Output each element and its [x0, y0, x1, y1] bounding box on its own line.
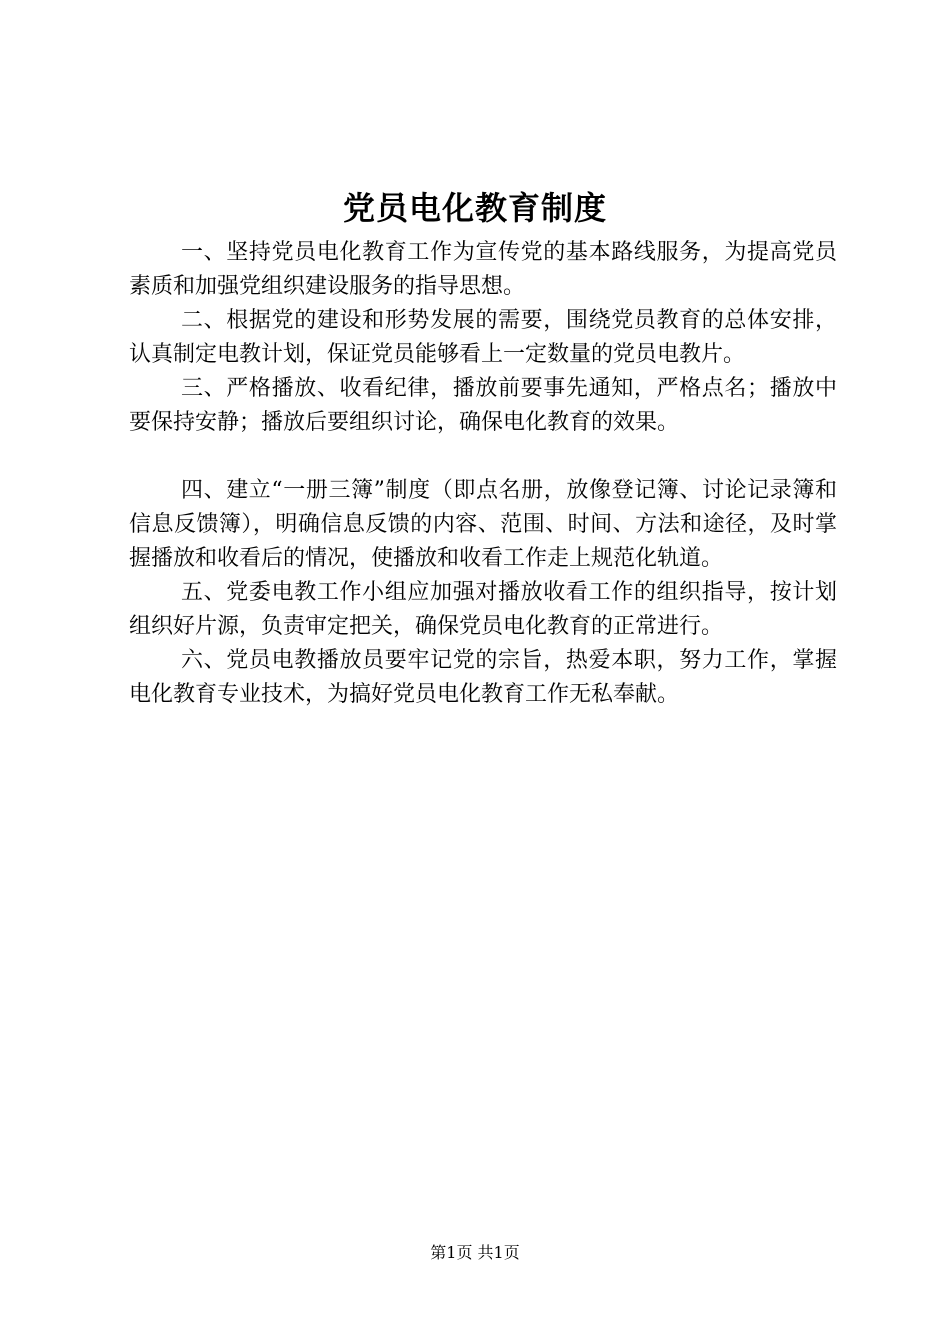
paragraph-6: 六、党员电教播放员要牢记党的宗旨，热爱本职，努力工作，掌握电化教育专业技术，为搞好党员电化教育工作无私奉献。: [129, 648, 837, 707]
document-body: [129, 236, 837, 712]
paragraph-gap: [129, 440, 837, 474]
paragraph-5: 五、党委电教工作小组应加强对播放收看工作的组织指导，按计划组织好片源，负责审定把关，确保党员电化教育的正常进行。: [129, 580, 837, 639]
document-title: 党员电化教育制度: [342, 189, 607, 227]
paragraph-3: 三、严格播放、收看纪律，播放前要事先通知，严格点名；播放中要保持安静；播放后要组织讨论，确保电化教育的效果。: [129, 376, 837, 435]
paragraph-4: 四、建立“一册三簿”制度（即点名册，放像登记簿、讨论记录簿和信息反馈簿），明确信息反馈的内容、范围、时间、方法和途径，及时掌握播放和收看后的情况，使播放和收看工作走上规范化轨道。: [129, 478, 837, 571]
paragraph-2: 二、根据党的建设和形势发展的需要，围绕党员教育的总体安排，认真制定电教计划，保证党员能够看上一定数量的党员电教片。: [129, 308, 837, 367]
paragraph-1: 一、坚持党员电化教育工作为宣传党的基本路线服务，为提高党员素质和加强党组织建设服务的指导思想。: [129, 240, 837, 299]
page-footer: 第1页 共1页: [430, 1243, 520, 1262]
